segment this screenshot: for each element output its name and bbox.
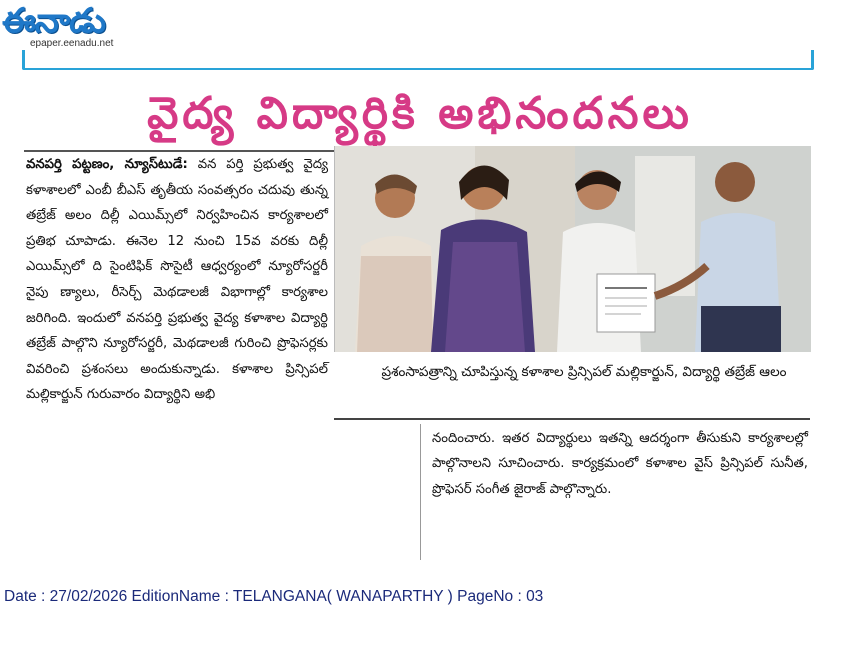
site-url[interactable]: epaper.eenadu.net <box>30 38 114 49</box>
edition-info: Date : 27/02/2026 EditionName : TELANGANA( WANAPARTHY ) PageNo : 03 <box>4 588 544 605</box>
article-headline: వైద్య విద్యార్థికి అభినందనలు <box>147 88 693 139</box>
article-dateline: వనపర్తి పట్టణం, న్యూస్‌టుడే: <box>26 157 188 172</box>
article-body-right: నందించారు. ఇతర విద్యార్థులు ఇతన్ని ఆదర్శంగా తీసుకుని కార్యశాలల్లో పాల్గొనాలని సూచించారు. కార్యక్రమంలో కళాశాల వైస్ ప్రిన్సిపల్ సునీత, ప్రొఫెసర్ సంగీత జైరాజ్ పాల్గొన్నారు. <box>432 431 808 497</box>
article-body-left <box>26 152 328 562</box>
clipping-frame <box>22 50 814 70</box>
article-text-left: వన పర్తి ప్రభుత్వ వైద్య కళాశాలలో ఎంబీ బీఎస్ తృతీయ సంవత్సరం చదువు తున్న తబ్రేజ్ అలం దిల్లీ ఎయిమ్స్‌లో నిర్వహించిన కార్యశాలలో ప్రతిభ చూపాడు. ఈనెల 12 నుంచి 15వ వరకు దిల్లీ ఎయిమ్స్‌లో ది సైంటిఫిక్ సొసైటీ ఆధ్వర్యంలో న్యూరోసర్జరీ నైపు ణ్యాలు, రీసెర్చ్ మెథడాలజీ విభాగాల్లో కార్యశాల జరిగింది. ఇందులో వనపర్తి ప్రభుత్వ వైద్య కళాశాల విద్యార్థి తబ్రేజ్ పాల్గొని న్యూరోసర్జరీ, మెథడాలజీ గురించి ప్రొఫెసర్లకు వివరించి ప్రశంసలు అందుకున్నాడు. కళాశాల ప్రిన్సిపల్ మల్లికార్జున్ గురువారం విద్యార్థిని అభి <box>26 157 328 403</box>
column-divider <box>420 424 421 560</box>
masthead <box>0 0 842 78</box>
photo-caption: ప్రశంసాపత్రాన్ని చూపిస్తున్న కళాశాల ప్రిన్సిపల్ మల్లికార్జున్, విద్యార్థి తబ్రేజ్ ఆలం <box>381 364 787 380</box>
photo-caption-box <box>334 354 810 420</box>
eenadu-logo[interactable]: ఈనాడు <box>2 1 106 41</box>
news-photo <box>334 146 811 352</box>
photo-illustration <box>335 146 811 352</box>
